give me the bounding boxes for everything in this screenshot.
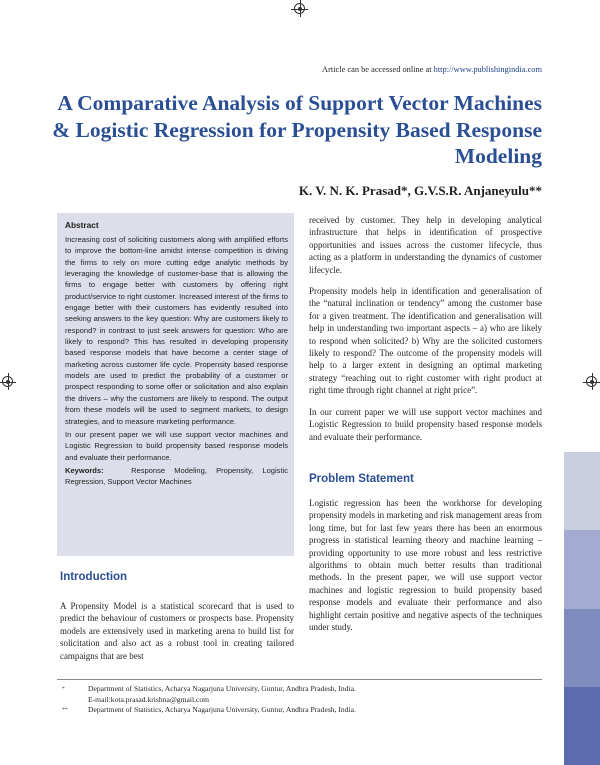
paper-title: A Comparative Analysis of Support Vector Machines & Logistic Regression for Propensity Based Response Modeling (52, 91, 542, 168)
access-line (322, 65, 542, 74)
abstract-paragraph-2: In our present paper we will use support vector machines and Logistic Regression to build propensity based response models and evaluate their performance. (65, 429, 288, 462)
footnote-mark: * (62, 686, 65, 692)
registration-mark-icon (2, 376, 13, 387)
access-url-link[interactable]: http://www.publishingindia.com (433, 65, 542, 74)
footnotes (62, 684, 542, 716)
footnote-2 (62, 705, 542, 716)
right-column (309, 214, 542, 452)
right-paragraph-3: In our current paper we will use support vector machines and Logistic Regression to build propensity based response models and evaluate their performance. (309, 406, 542, 442)
introduction-text: A Propensity Model is a statistical scorecard that is used to predict the behaviour of customers or prospects base. Propensity models are extensively used in marketing arena to build list for solicitation and also act as a robust tool in creating tailored campaigns that are best (60, 601, 294, 661)
footnote-mark: ** (62, 707, 68, 714)
side-bar (564, 687, 600, 765)
abstract-box (57, 213, 294, 556)
side-bar (564, 452, 600, 530)
side-color-bars (564, 452, 600, 765)
footnote-affiliation-2: Department of Statistics, Acharya Nagarjuna University, Guntur, Andhra Pradesh, India. (88, 705, 356, 715)
right-paragraph-1: received by customer. They help in developing analytical infrastructure that helps in identification of prospective opportunities and issues across the customer lifecycle, thus acting as a platform in understanding the dynamics of customer lifecycle. (309, 215, 542, 275)
keywords-text: Response Modeling, Propensity, Logistic Regression, Support Vector Machines (65, 465, 289, 487)
abstract-heading: Abstract (65, 220, 99, 230)
paper-authors: K. V. N. K. Prasad*, G.V.S.R. Anjaneyulu** (298, 183, 542, 198)
registration-mark-icon (586, 376, 597, 387)
keywords (65, 465, 288, 488)
side-bar (564, 530, 600, 608)
registration-mark-icon (294, 3, 305, 14)
problem-statement-heading: Problem Statement (309, 473, 414, 485)
right-paragraph-2: Propensity models help in identification and generalisation of the “natural inclination or tendency” among the customer base for a given treatment. The identification and generalisation will help in understanding two important aspects – a) who are likely to respond when solicited? b) Why are the solicited customers likely to respond? The outcome of the propensity models will help to a larger extent in designing an optimal marketing strategy “reaching out to right customer with right product at right time through right channel at right price”. (309, 286, 542, 396)
side-bar (564, 609, 600, 687)
keywords-label: Keywords: (65, 465, 104, 475)
footnote-divider (57, 679, 542, 680)
introduction-heading: Introduction (60, 571, 128, 583)
footnote-email: E-mail:kota.prasad.krishna@gmail.com (88, 694, 210, 704)
footnote-affiliation-1: Department of Statistics, Acharya Nagarjuna University, Guntur, Andhra Pradesh, India. (88, 684, 356, 693)
footnote-1 (62, 684, 542, 695)
access-prefix: Article can be accessed online at (322, 65, 432, 74)
footnote-email-row (62, 695, 542, 706)
abstract-paragraph-1: Increasing cost of soliciting customers along with amplified efforts to improve the bottom-line amidst intense competition is driving the firms to rely on more cutting edge analytic methods by leveraging the knowledge of customer-base that is allowing the firms to engage better with customers by offering right product/service to right customer. Increased interest of the firms to engage better with their customers has evidently resulted into seeking answers to the key question: Why are customers likely to respond? in contrast to just seek answers for question: Who are likely to respond? This has resulted in developing propensity based response models that have become a center stage of marketing across customer life cycle. Propensity based response models are used to predict the probability of a customer or prospect responding to some offer or solicitation and also explain the drivers – why the customers are likely to respond. The output from these models will be used to segment markets, to design strategies, and to measure marketing performance. (65, 235, 288, 426)
problem-statement-text: Logistic regression has been the workhorse for developing propensity models in marketing and risk management areas from long time, but for last few years there has been an enormous progress in statistical learning theory and machine learning – providing opportunity to use more robust and less restrictive algorithms to obtain much better results than traditional methods. In the present paper, we will use support vector machines and logistic regression to build propensity based response models and evaluate their performance and also highlight certain positive and negative aspects of the techniques under study. (309, 498, 542, 633)
